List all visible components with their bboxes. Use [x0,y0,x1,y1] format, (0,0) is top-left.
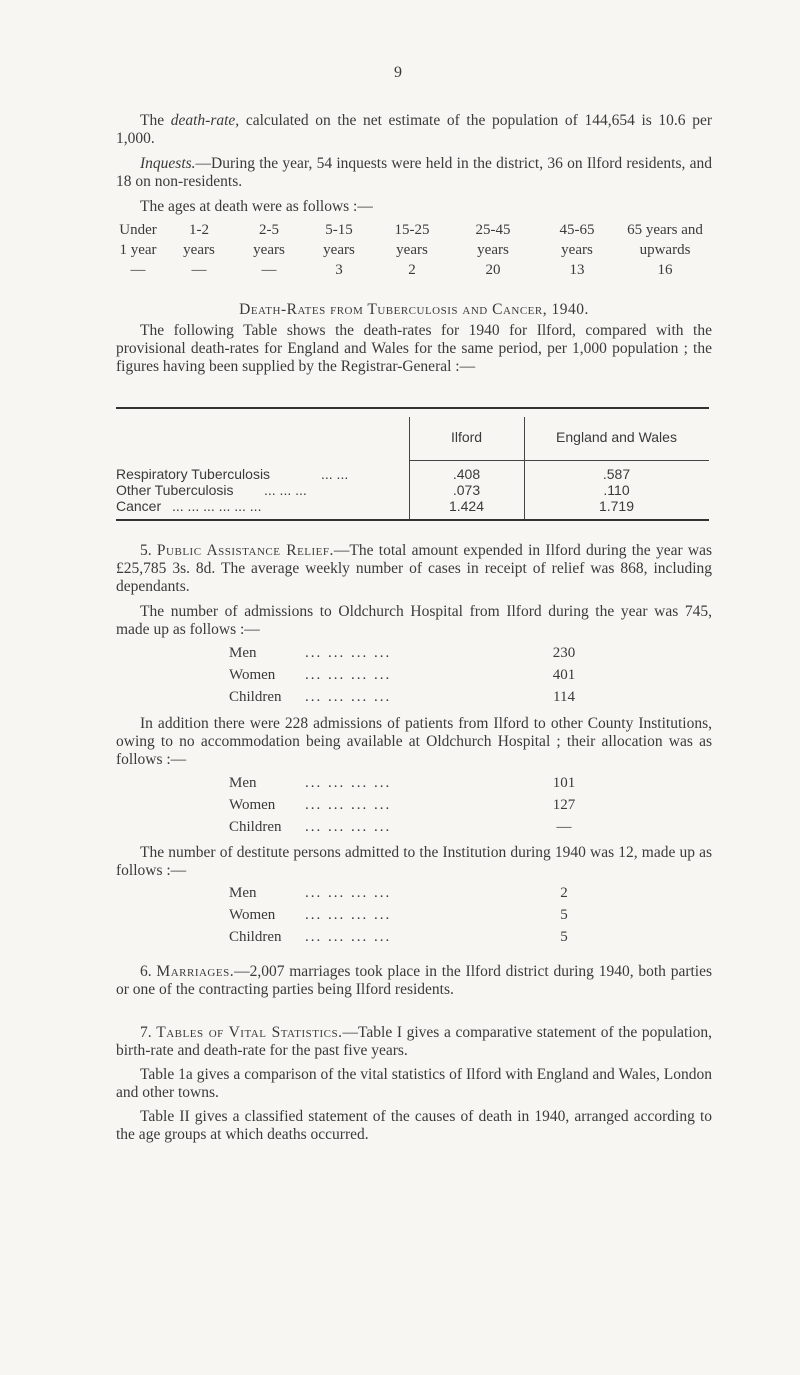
ages-header-cell: 2-5 [259,222,279,238]
inquests-term: Inquests. [140,155,196,172]
ages-header-cell: years [561,242,593,258]
ages-value-cell: 3 [335,262,343,278]
table-top-rule [116,407,709,409]
table-cell-england-wales: .110 [603,482,630,498]
ages-value-cell: — [191,262,207,278]
list-item: Men ... ... ... ... 230 [229,645,576,661]
table-cell-england-wales: .587 [602,466,631,482]
ages-header-cell: 1-2 [189,222,209,238]
county-intro: In addition there were 228 admissions of patients from Ilford to other County Institutions, owing to no accommodation being available at Oldchurch Hospital ; their allocation was as follows :— [116,715,712,768]
table-row-label: Cancer ... ... ... ... ... ... [116,498,262,514]
ages-header-cell: 65 years and [627,222,703,238]
inquests-paragraph: Inquests.—During the year, 54 inquests were held in the district, 36 on Ilford residents, and 18 on non-residents. [116,155,712,190]
table-cell-ilford: 1.424 [448,498,485,514]
ages-header-cell: years [396,242,428,258]
list-item: Children ... ... ... ... — [229,819,572,835]
table-row-label: Respiratory Tuberculosis ... ... [116,466,349,482]
destitute-list [229,885,599,951]
column-header-ilford: Ilford [450,429,483,445]
death-rate-paragraph: The death-rate, calculated on the net estimate of the population of 144,654 is 10.6 per 1,000. [116,112,712,147]
list-item: Women ... ... ... ... 127 [229,797,576,813]
table-cell-england-wales: 1.719 [598,498,635,514]
table-1a-paragraph: Table 1a gives a comparison of the vital statistics of Ilford with England and Wales, London and other towns. [116,1066,712,1101]
ages-header-cell: years [477,242,509,258]
ages-header-cell: 15-25 [394,222,430,238]
ages-values-row [116,262,716,282]
ages-header-cell: years [253,242,285,258]
death-rate-term: death-rate, [170,112,240,129]
oldchurch-admissions-list [229,645,599,711]
marriages-paragraph: 6. Marriages.—2,007 marriages took place in the Ilford district during 1940, both parties or one of the contracting parties being Ilford residents. [116,963,713,998]
ages-header-cell: upwards [639,242,691,258]
ages-header-row-2 [116,242,716,262]
marriages-heading: Marriages. [156,963,235,980]
list-item: Children ... ... ... ... 114 [229,689,575,705]
table-row-label: Other Tuberculosis ... ... ... [116,482,307,498]
table-cell-ilford: .073 [452,482,481,498]
ages-header-cell: years [183,242,215,258]
ages-intro: The ages at death were as follows :— [140,198,373,215]
list-item: Women ... ... ... ... 401 [229,667,576,683]
public-assistance-paragraph: 5. Public Assistance Relief.—The total amount expended in Ilford during the year was £25,785 3s. 8d. The average weekly number of cases in receipt of relief was 868, including dependants. [116,542,713,595]
ages-value-cell: 13 [569,262,585,278]
county-admissions-list [229,775,599,841]
ages-header-cell: 25-45 [475,222,511,238]
page-number: 9 [394,64,402,81]
ages-at-death-table [116,222,716,282]
table-header-rule [409,460,709,461]
ages-value-cell: — [261,262,277,278]
tb-section-heading: Death-Rates from Tuberculosis and Cancer, 1940. [239,301,589,318]
list-item: Women ... ... ... ... 5 [229,907,568,923]
table-2-paragraph: Table II gives a classified statement of the causes of death in 1940, arranged according to the age groups at which deaths occurred. [116,1108,712,1143]
vital-statistics-paragraph: 7. Tables of Vital Statistics.—Table I gives a comparative statement of the population, birth-rate and death-rate for the past five years. [116,1024,713,1059]
table-cell-ilford: .408 [452,466,481,482]
vital-statistics-heading: Tables of Vital Statistics. [156,1024,343,1041]
public-assistance-heading: Public Assistance Relief. [156,542,334,559]
destitute-intro: The number of destitute persons admitted to the Institution during 1940 was 12, made up as follows :— [116,844,712,879]
ages-header-row-1 [116,222,716,242]
tb-intro-paragraph: The following Table shows the death-rates for 1940 for Ilford, compared with the provisional death-rates for England and Wales for the same period, per 1,000 population ; the figures having been supplied by the Registrar-General :— [116,322,712,375]
ages-header-cell: 45-65 [559,222,595,238]
column-header-england-wales: England and Wales [556,429,677,445]
ages-value-cell: — [130,262,146,278]
ages-header-cell: 5-15 [325,222,353,238]
list-item: Men ... ... ... ... 101 [229,775,576,791]
table-bottom-rule [116,519,709,521]
list-item: Children ... ... ... ... 5 [229,929,568,945]
oldchurch-intro: The number of admissions to Oldchurch Hospital from Ilford during the year was 745, made up as follows :— [116,603,712,638]
list-item: Men ... ... ... ... 2 [229,885,568,901]
ages-value-cell: 20 [485,262,501,278]
ages-header-cell: Under [119,222,157,238]
ages-header-cell: years [323,242,355,258]
ages-value-cell: 2 [408,262,416,278]
ages-header-cell: 1 year [119,242,157,258]
ages-value-cell: 16 [657,262,673,278]
